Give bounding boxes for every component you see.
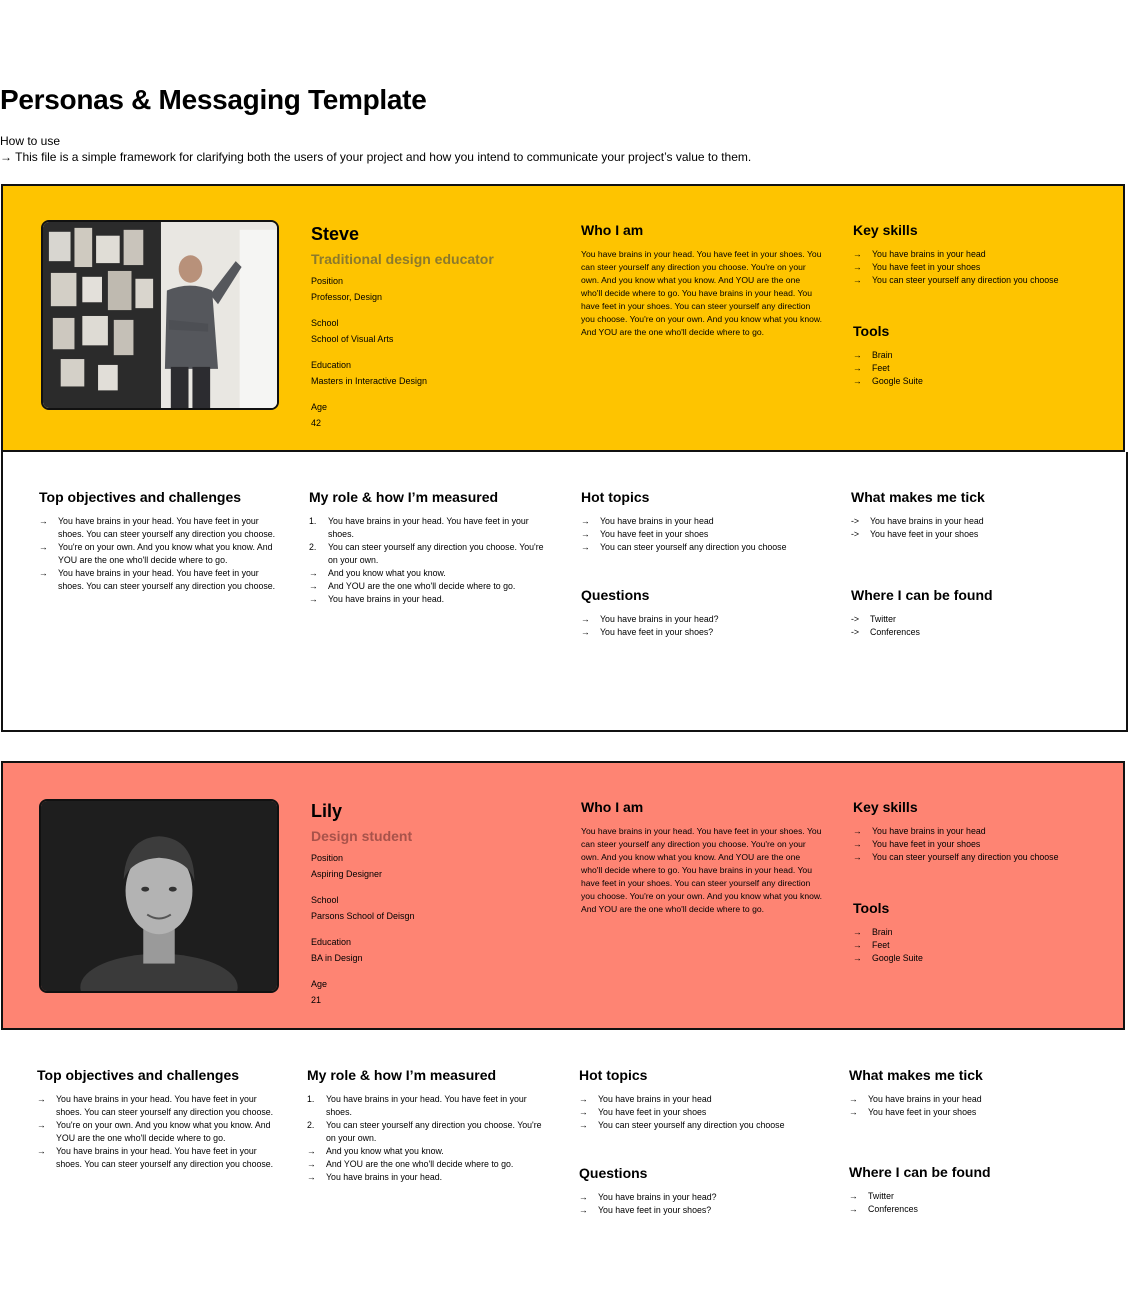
arrow-icon: →	[581, 614, 590, 624]
found-heading: Where I can be found	[849, 1164, 991, 1180]
field-value-education: BA in Design	[311, 953, 363, 963]
list-item: → Google Suite	[853, 953, 923, 963]
tools-list	[853, 349, 1103, 388]
how-to-use-label: How to use	[0, 134, 61, 148]
found-section	[851, 587, 1101, 639]
arrow-icon: →	[309, 568, 318, 578]
list-item: → Feet	[853, 940, 890, 950]
arrow-icon: →	[853, 262, 862, 272]
objectives-section	[37, 1067, 277, 1171]
list-item: -> Twitter	[851, 614, 896, 624]
tools-heading: Tools	[853, 323, 890, 339]
objectives-heading: Top objectives and challenges	[39, 489, 242, 505]
list-item: → You're on your own. And you know what you know. And YOU are the one who'll decide where to go.	[37, 1120, 271, 1143]
list-item: → You have brains in your head	[849, 1094, 982, 1104]
field-label-position: Position	[311, 276, 344, 286]
arrow-icon: →	[579, 1192, 588, 1202]
who-i-am-text: You have brains in your head. You have feet in your shoes. You can steer yourself any direction you choose. You're on your own. And you know what you know. And YOU are the one who'll decide where to go. You have brains in your head. You have feet in your shoes. You can steer yourself any direction you choose. You're on your own. And you know what you know. And YOU are the one who'll decide where to go.	[581, 249, 822, 337]
field-value-school: Parsons School of Deisgn	[311, 911, 415, 921]
how-to-use-text: → This file is a simple framework for clarifying both the users of your project and how you intend to communicate your project’s value to them.	[0, 150, 752, 164]
list-item: 2. You can steer yourself any direction you choose. You're on your own.	[309, 542, 544, 565]
list-item: → You have brains in your head.	[309, 594, 445, 604]
field-label-position: Position	[311, 853, 344, 863]
list-item: -> You have brains in your head	[851, 516, 984, 526]
list-item: → Google Suite	[853, 376, 923, 386]
list-item: → You have brains in your head. You have feet in your shoes. You can steer yourself any direction you choose.	[39, 516, 276, 539]
arrow-icon: →	[581, 627, 590, 637]
field-value-position: Aspiring Designer	[311, 869, 383, 879]
arrow-icon: ->	[851, 614, 860, 624]
arrow-icon: ->	[851, 627, 860, 637]
list-item: → You can steer yourself any direction you choose	[853, 852, 1059, 862]
field-label-school: School	[311, 318, 339, 328]
arrow-icon: →	[853, 927, 862, 937]
arrow-icon: →	[309, 594, 318, 604]
arrow-icon: →	[853, 839, 862, 849]
arrow-icon: →	[853, 953, 862, 963]
list-item: → Twitter	[849, 1191, 894, 1201]
list-item: → You're on your own. And you know what you know. And YOU are the one who'll decide where to go.	[39, 542, 273, 565]
list-item: → You have feet in your shoes	[579, 1107, 707, 1117]
list-item: → You have brains in your head	[579, 1094, 712, 1104]
tick-heading: What makes me tick	[849, 1067, 983, 1083]
key-skills-heading: Key skills	[853, 222, 918, 238]
list-item: → You have feet in your shoes	[581, 529, 709, 539]
list-item: → You have brains in your head. You have feet in your shoes. You can steer yourself any direction you choose.	[37, 1146, 274, 1169]
who-i-am-section	[581, 799, 823, 916]
list-item: → Conferences	[849, 1204, 918, 1214]
list-item: → Feet	[853, 363, 890, 373]
persona-details-steve	[1, 452, 1128, 732]
list-item: → You have feet in your shoes	[849, 1107, 977, 1117]
skills-tools-section	[853, 799, 1103, 965]
list-item: -> You have feet in your shoes	[851, 529, 979, 539]
persona-title: Traditional design educator	[311, 251, 494, 267]
arrow-icon: →	[307, 1159, 316, 1169]
arrow-icon: →	[579, 1107, 588, 1117]
persona-identity	[311, 799, 561, 1020]
arrow-icon: →	[39, 516, 48, 526]
arrow-icon: →	[853, 249, 862, 259]
arrow-icon: →	[581, 529, 590, 539]
list-item: 1. You have brains in your head. You have feet in your shoes.	[309, 516, 529, 539]
arrow-icon: →	[853, 350, 862, 360]
list-item: → You have feet in your shoes?	[579, 1205, 712, 1215]
hot-topics-section	[581, 489, 831, 554]
role-heading: My role & how I’m measured	[309, 489, 499, 505]
field-label-school: School	[311, 895, 339, 905]
who-i-am-heading: Who I am	[581, 799, 644, 815]
list-item: → You can steer yourself any direction you choose	[579, 1120, 785, 1130]
arrow-icon: →	[853, 275, 862, 285]
list-item: → And you know what you know.	[309, 568, 446, 578]
questions-heading: Questions	[579, 1165, 648, 1181]
arrow-icon: →	[853, 940, 862, 950]
list-item: → You have feet in your shoes	[853, 839, 981, 849]
tick-section	[849, 1067, 1099, 1119]
arrow-icon: →	[39, 542, 48, 552]
how-to-use	[0, 133, 751, 165]
persona-card-steve	[1, 184, 1125, 452]
arrow-icon: →	[307, 1172, 316, 1182]
list-item: → Brain	[853, 350, 893, 360]
arrow-icon: →	[579, 1205, 588, 1215]
list-item: → You have feet in your shoes?	[581, 627, 714, 637]
role-heading: My role & how I’m measured	[307, 1067, 497, 1083]
list-item: → You have brains in your head. You have feet in your shoes. You can steer yourself any direction you choose.	[39, 568, 276, 591]
hot-topics-heading: Hot topics	[579, 1067, 648, 1083]
who-i-am-heading: Who I am	[581, 222, 644, 238]
list-item: → You have brains in your head?	[581, 614, 719, 624]
tick-section	[851, 489, 1101, 541]
list-item: → You have brains in your head.	[307, 1172, 443, 1182]
arrow-icon: →	[37, 1146, 46, 1156]
list-item: → You have brains in your head	[853, 826, 986, 836]
arrow-icon: →	[39, 568, 48, 578]
who-i-am-section	[581, 222, 823, 339]
persona-photo	[41, 220, 279, 410]
tools-list	[853, 926, 1103, 965]
field-label-age: Age	[311, 979, 328, 989]
objectives-section	[39, 489, 279, 593]
key-skills-list	[853, 825, 1103, 864]
persona-name: Steve	[311, 224, 360, 244]
field-label-age: Age	[311, 402, 328, 412]
field-value-position: Professor, Design	[311, 292, 383, 302]
arrow-icon: ->	[851, 516, 860, 526]
persona-identity	[311, 222, 561, 443]
arrow-icon: →	[853, 363, 862, 373]
list-item: → You have brains in your head. You have feet in your shoes. You can steer yourself any direction you choose.	[37, 1094, 274, 1117]
field-value-age: 21	[311, 995, 322, 1005]
list-item: 1. You have brains in your head. You have feet in your shoes.	[307, 1094, 527, 1117]
arrow-icon: →	[853, 852, 862, 862]
arrow-icon: →	[579, 1120, 588, 1130]
list-item: → You have feet in your shoes	[853, 262, 981, 272]
list-item: → Brain	[853, 927, 893, 937]
list-item: → You have brains in your head	[581, 516, 714, 526]
arrow-icon: →	[849, 1094, 858, 1104]
arrow-icon: ->	[851, 529, 860, 539]
list-item: → You can steer yourself any direction you choose	[853, 275, 1059, 285]
field-label-education: Education	[311, 360, 352, 370]
list-item: → You have brains in your head	[853, 249, 986, 259]
found-section	[849, 1164, 1099, 1216]
arrow-icon: →	[853, 826, 862, 836]
skills-tools-section	[853, 222, 1103, 388]
hot-topics-section	[579, 1067, 829, 1132]
arrow-icon: →	[37, 1094, 46, 1104]
arrow-icon: →	[579, 1094, 588, 1104]
arrow-icon: →	[309, 581, 318, 591]
list-item: → You have brains in your head?	[579, 1192, 717, 1202]
persona-photo	[39, 799, 279, 993]
objectives-heading: Top objectives and challenges	[37, 1067, 240, 1083]
key-skills-list	[853, 248, 1103, 287]
list-item: → And you know what you know.	[307, 1146, 444, 1156]
field-value-education: Masters in Interactive Design	[311, 376, 428, 386]
persona-card-lily	[1, 761, 1125, 1030]
tools-heading: Tools	[853, 900, 890, 916]
arrow-icon: →	[853, 376, 862, 386]
arrow-icon: →	[581, 516, 590, 526]
tick-heading: What makes me tick	[851, 489, 985, 505]
role-section	[309, 489, 545, 606]
list-item: 2. You can steer yourself any direction you choose. You're on your own.	[307, 1120, 542, 1143]
arrow-icon: →	[849, 1107, 858, 1117]
questions-heading: Questions	[581, 587, 650, 603]
arrow-icon: →	[307, 1146, 316, 1156]
questions-section	[579, 1165, 829, 1217]
field-value-age: 42	[311, 418, 322, 428]
persona-title: Design student	[311, 828, 413, 844]
page-title: Personas & Messaging Template	[0, 84, 427, 115]
field-label-education: Education	[311, 937, 352, 947]
hot-topics-heading: Hot topics	[581, 489, 650, 505]
list-item: → You can steer yourself any direction you choose	[581, 542, 787, 552]
questions-section	[581, 587, 831, 639]
role-section	[307, 1067, 543, 1184]
arrow-icon: →	[849, 1191, 858, 1201]
persona-name: Lily	[311, 801, 343, 821]
who-i-am-text: You have brains in your head. You have feet in your shoes. You can steer yourself any direction you choose. You're on your own. And you know what you know. And YOU are the one who'll decide where to go. You have brains in your head. You have feet in your shoes. You can steer yourself any direction you choose. You're on your own. And you know what you know. And YOU are the one who'll decide where to go.	[581, 826, 822, 914]
field-value-school: School of Visual Arts	[311, 334, 394, 344]
found-heading: Where I can be found	[851, 587, 993, 603]
arrow-icon: →	[37, 1120, 46, 1130]
list-item: → And YOU are the one who'll decide where to go.	[309, 581, 516, 591]
arrow-icon: →	[849, 1204, 858, 1214]
list-item: → And YOU are the one who'll decide where to go.	[307, 1159, 514, 1169]
list-item: -> Conferences	[851, 627, 920, 637]
arrow-icon: →	[581, 542, 590, 552]
key-skills-heading: Key skills	[853, 799, 918, 815]
